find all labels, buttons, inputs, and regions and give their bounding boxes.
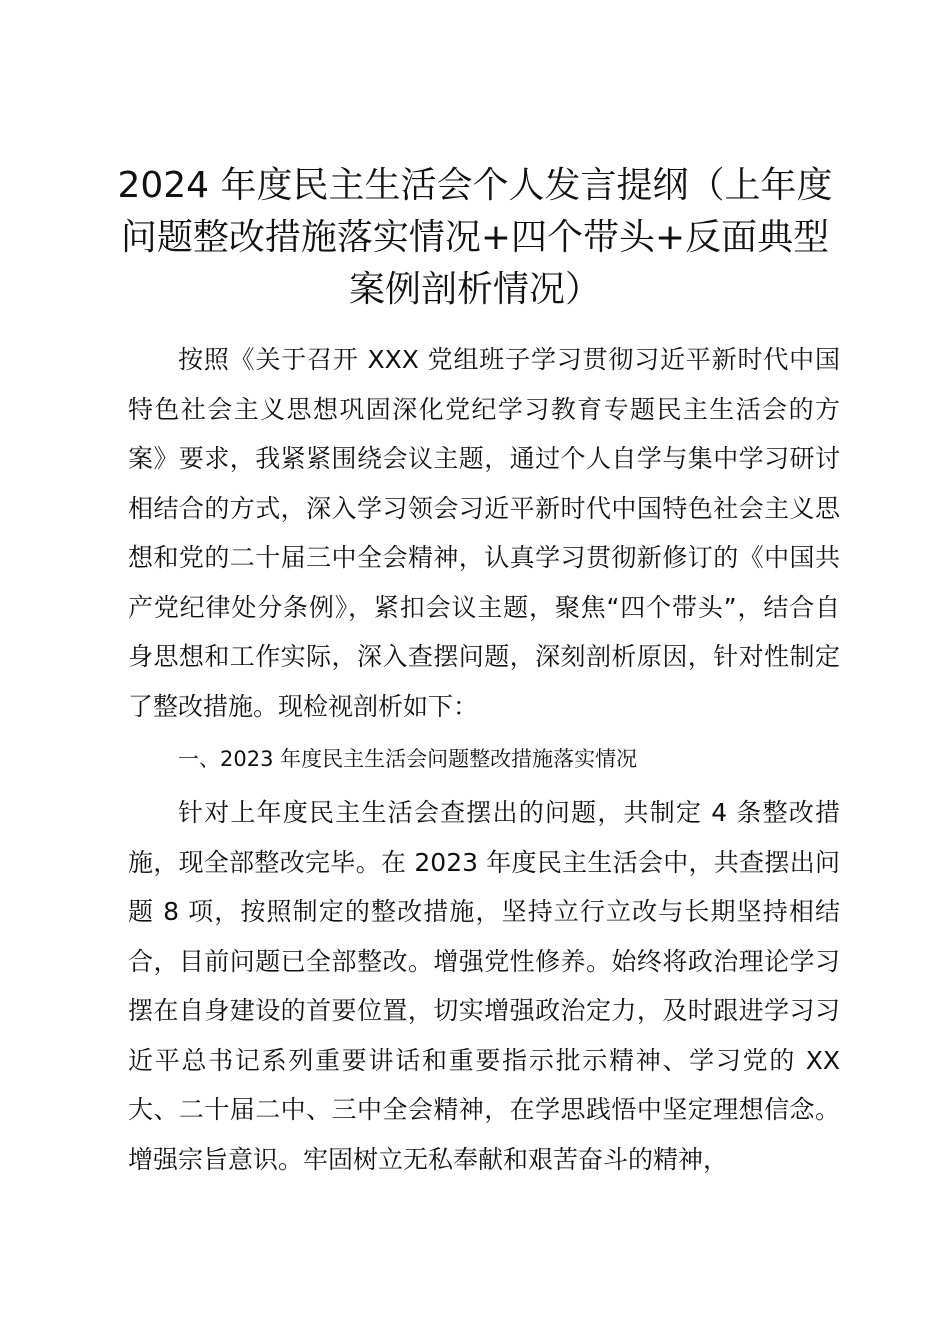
section-paragraph: 针对上年度民主生活会查摆出的问题，共制定 4 条整改措施，现全部整改完毕。在 2023 年度民主生活会中，共查摆出问题 8 项，按照制定的整改措施，坚持立行立改与长期坚持相结合，目前问题已全部整改。增强党性修养。始终将政治理论学习摆在自身建设的首要位置，切实增强政治定力，及时跟进学习习近平总书记系列重要讲话和重要指示批示精神、学习党的 XX 大、二十届二中、三中全会精神，在学思践悟中坚定理想信念。增强宗旨意识。牢固树立无私奉献和艰苦奋斗的精神， <box>128 798 840 1174</box>
section-heading: 一、2023 年度民主生活会问题整改措施落实情况 <box>178 747 638 771</box>
document-body <box>128 335 840 1184</box>
intro-paragraph: 按照《关于召开 XXX 党组班子学习贯彻习近平新时代中国特色社会主义思想巩固深化党纪学习教育专题民主生活会的方案》要求，我紧紧围绕会议主题，通过个人自学与集中学习研讨相结合的方式，深入学习领会习近平新时代中国特色社会主义思想和党的二十届三中全会精神，认真学习贯彻新修订的《中国共产党纪律处分条例》，紧扣会议主题，聚焦“四个带头”，结合自身思想和工作实际，深入查摆问题，深刻剖析原因，针对性制定了整改措施。现检视剖析如下： <box>128 345 840 721</box>
document-title: 2024 年度民主生活会个人发言提纲（上年度问题整改措施落实情况+四个带头+反面典型案例剖析情况） <box>117 165 833 310</box>
